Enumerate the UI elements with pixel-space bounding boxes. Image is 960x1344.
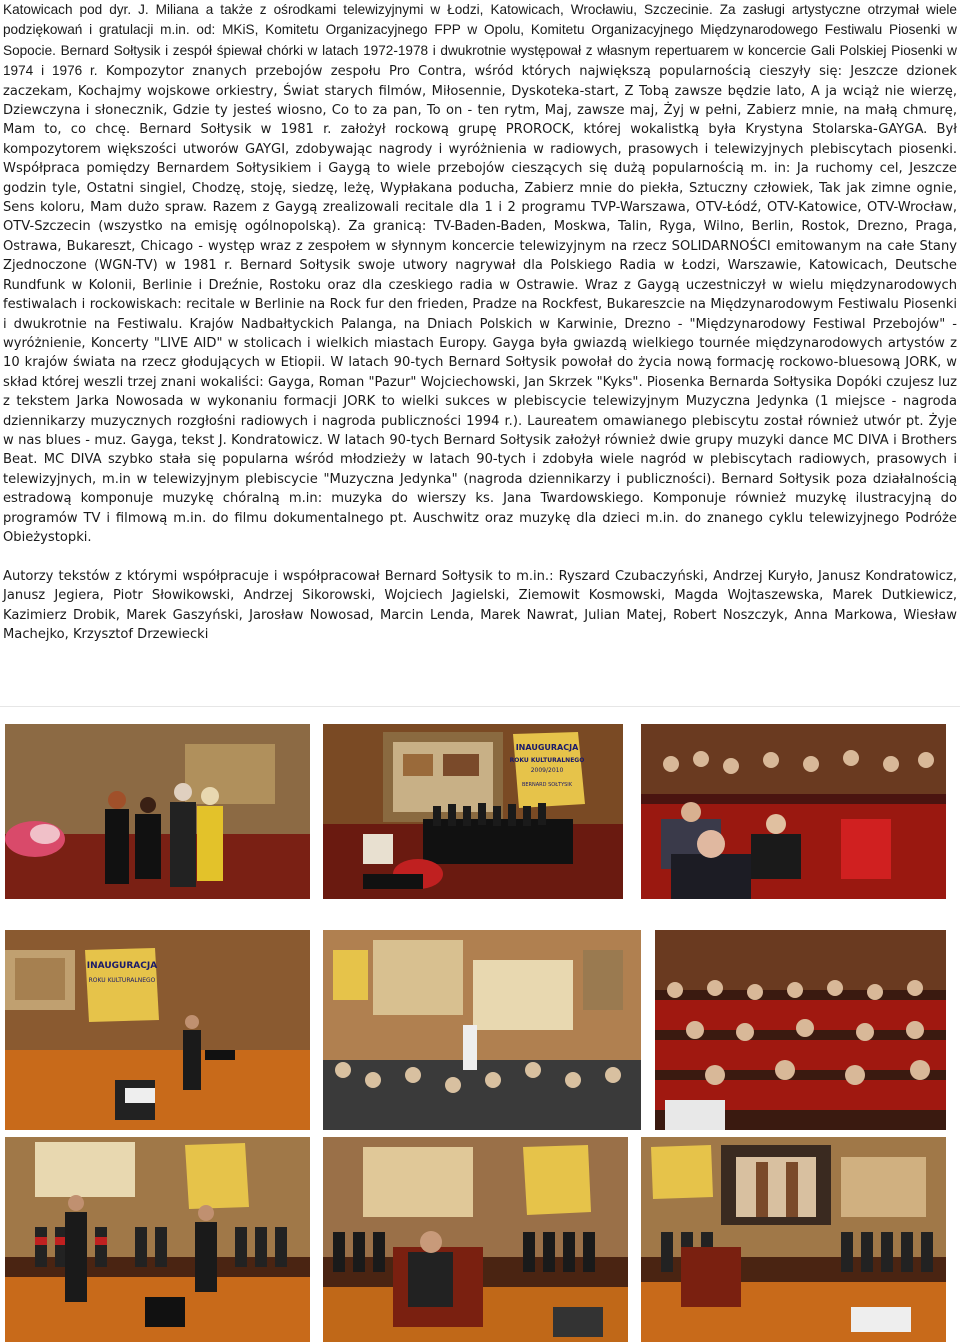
photo-stage-windows[interactable] bbox=[641, 1137, 946, 1342]
photo-audience-front[interactable] bbox=[641, 724, 946, 899]
photo-choir-speaker[interactable] bbox=[5, 1137, 310, 1342]
banner-years: 2009/2010 bbox=[530, 767, 564, 774]
main-text: Kompozytor znanych przebojów zespołu Pro Contra, wśród których największą popularnością cieszyły się: Jeszcze dzionek zaczekam, Kochajmy wojskowe orkiestry, Świat starych filmów, Miłosennie, Dyskoteka-start, Z Tobą zawsze będzie lato, A ja wciąż nie wierzę, Dziewczyna i słonecznik, Gdzie ty jesteś wiosno, Co to za pan, To on - ten rytm, Maj, zawsze maj, Żyj w pełni, Zabierz mnie, na małą chmurę, Mam to, co chcę. Bernard Sołtysik w 1981 r. założył rockową grupę PROROCK, której wokalistką była Krystyna Stolarska-GAYGA. Był kompozytorem większości utworów GAYGI, zdobywając nagrody i wyróżnienia w radiowych, prasowych i telewizyjnych plebiscytach piosenki. Współpraca pomiędzy Bernardem Sołtysikiem i Gaygą to wiele przebojów cieszących się dużą popularnością m. in: Ja ruchomy cel, Jeszcze godzin tyle, Ostatni singiel, Chodzę, stoję, siedzę, leżę, Wypłakana poducha, Zabierz mnie do piekła, Sztuczny człowiek, Tak jak zimne ognie, Sens koloru, Mam dużo spraw. Razem z Gaygą zrealizowali recitale dla 1 i 2 programu TVP-Warszawa, OTV-Łódź, OTV-Katowice, OTV-Wrocław, OTV-Szczecin (wszystko na emisję ogólnopolską). Za granicą: TV-Baden-Baden, Moskwa, Talin, Ryga, Wilno, Berlin, Rostok, Drezno, Praga, Ostrawa, Bukareszt, Chicago - występ wraz z zespołem w słynnym koncercie telewizyjnym na rzecz SOLIDARNOŚCI emitowanym na całe Stany Zjednoczone (WGN-TV) w 1981 r. Bernard Sołtysik swoje utwory nagrywał dla Polskiego Radia w Łodzi, Warszawie, Katowicach, Deutsche Rundfunk w Kolonii, Berlinie i Dreźnie, Rostoku oraz dla czeskiego radia w Ostrawie. Wraz z Gaygą uczestniczył w wielu międzynarodowych festiwalach i rockowiskach: recitale w Berlinie na Rock fur den frieden, Pradze na Rockfest, Bukareszcie na Międzynarodowym Festiwalu Piosenki i dwukrotnie na Festiwalu. Krajów Nadbałtyckich Palanga, na Dniach Polskich w Karwinie, Drezno - "Międzynarodowy Festiwal Przebojów" - wyróżnienie, Koncerty "LIVE AID" w stolicach i wielkich miastach Europy. Gayga była gwiazdą wielkiego tournée międzynarodowych artystów z 10 krajów świata na rzecz głodujących w Etiopii. W latach 90-tych Bernard Sołtysik powołał do życia nową formację rockowo-bluesową JORK, w skład której weszli trzej znani wokaliści: Gayga, Roman "Pazur" Wojciechowski, Jan Skrzek "Kyks". Piosenka Bernarda Sołtysika Dopóki czujesz luz z tekstem Jarka Nowosada w wykonaniu formacji JORK to wielki sukces w plebiscycie telewizyjnym Muzyczna Jedynka (1 miejsce - nagroda dziennikarzy muzycznych rozgłośni radiowych i nagroda publiczności 1994 r.). Laureatem omawianego plebiscytu został również utwór pt. Żyje w nas blues - muz. Gayga, tekst J. Kondratowicz. W latach 90-tych Bernard Sołtysik założył również dwie grupy muzyki dance MC DIVA i Brothers Beat. MC DIVA szybko stała się popularna wśród młodzieży w latach 90-tych i zdobyła wiele nagród w plebiscytach radiowych, prasowych i telewizyjnych, m.in w telewizyjnym plebiscycie "Muzyczna Jedynka" (nagroda dziennikarzy i publiczności). Bernard Sołtysik poza działalnością estradową komponuje muzykę chóralną m.in: muzyka do wierszy ks. Jana Twardowskiego. Komponuje również muzykę ilustracyjną do programów TV i filmową m.in. do filmu dokumentalnego pt. Auschwitz oraz muzykę dla dzieci m.in. do znanego cyklu telewizyjnego Podróże Obieżystopki. bbox=[3, 64, 957, 545]
photo-stage-piano[interactable] bbox=[323, 724, 623, 899]
photo-hall-wide[interactable] bbox=[323, 930, 641, 1130]
article-paragraph-authors: Autorzy tekstów z którymi współpracuje i współpracował Bernard Sołtysik to m.in.: Ryszard Czubaczyński, Andrzej Kuryło, Janusz Kondratowicz, Janusz Jegiera, Piotr Słowikowski, Andrzej Sikorowski, Wojciech Jagielski, Ziemowit Kosmowski, Magda Wojtaszewska, Marek Dutkiewicz, Kazimierz Drobik, Marek Gaszyński, Jarosław Nowosad, Marcin Lenda, Marek Nawrat, Julian Matej, Robert Noszczyk, Anna Markowa, Wiesław Machejko, Krzysztof Drzewiecki bbox=[3, 568, 957, 642]
banner-name: BERNARD SOŁTYSIK bbox=[521, 782, 573, 788]
banner-subtitle: ROKU KULTURALNEGO bbox=[509, 757, 585, 764]
banner-title: INAUGURACJA bbox=[515, 743, 579, 752]
svg-text:INAUGURACJA: INAUGURACJA bbox=[86, 961, 158, 971]
photo-seated-man-choir[interactable] bbox=[323, 1137, 628, 1342]
article-paragraph-intro bbox=[3, 0, 957, 547]
article-text bbox=[3, 0, 957, 644]
svg-text:ROKU KULTURALNEGO: ROKU KULTURALNEGO bbox=[88, 977, 156, 984]
photo-speaker-podium[interactable] bbox=[5, 930, 310, 1130]
divider bbox=[0, 706, 960, 707]
photo-audience-seated[interactable] bbox=[655, 930, 946, 1130]
intro-text: Katowicach pod dyr. J. Miliana a także z ośrodkami telewizyjnymi w Łodzi, Katowicach, Wrocławiu, Szczecinie. Za zasługi artystyczne otrzymał wiele podziękowań i gratulacji m.in. od: MKiS, Komitetu Organizacyjnego FPP w Opolu, Komitetu Organizacyjnego Międzynarodowego Festiwalu Piosenki w Sopocie. Bernard Sołtysik i zespół śpiewał chórki w latach 1972-1978 i dwukrotnie występował z własnym repertuarem w koncercie Gali Polskiej Piosenki w 1974 i 1976 r. bbox=[3, 2, 957, 79]
photo-award-group[interactable] bbox=[5, 724, 310, 899]
